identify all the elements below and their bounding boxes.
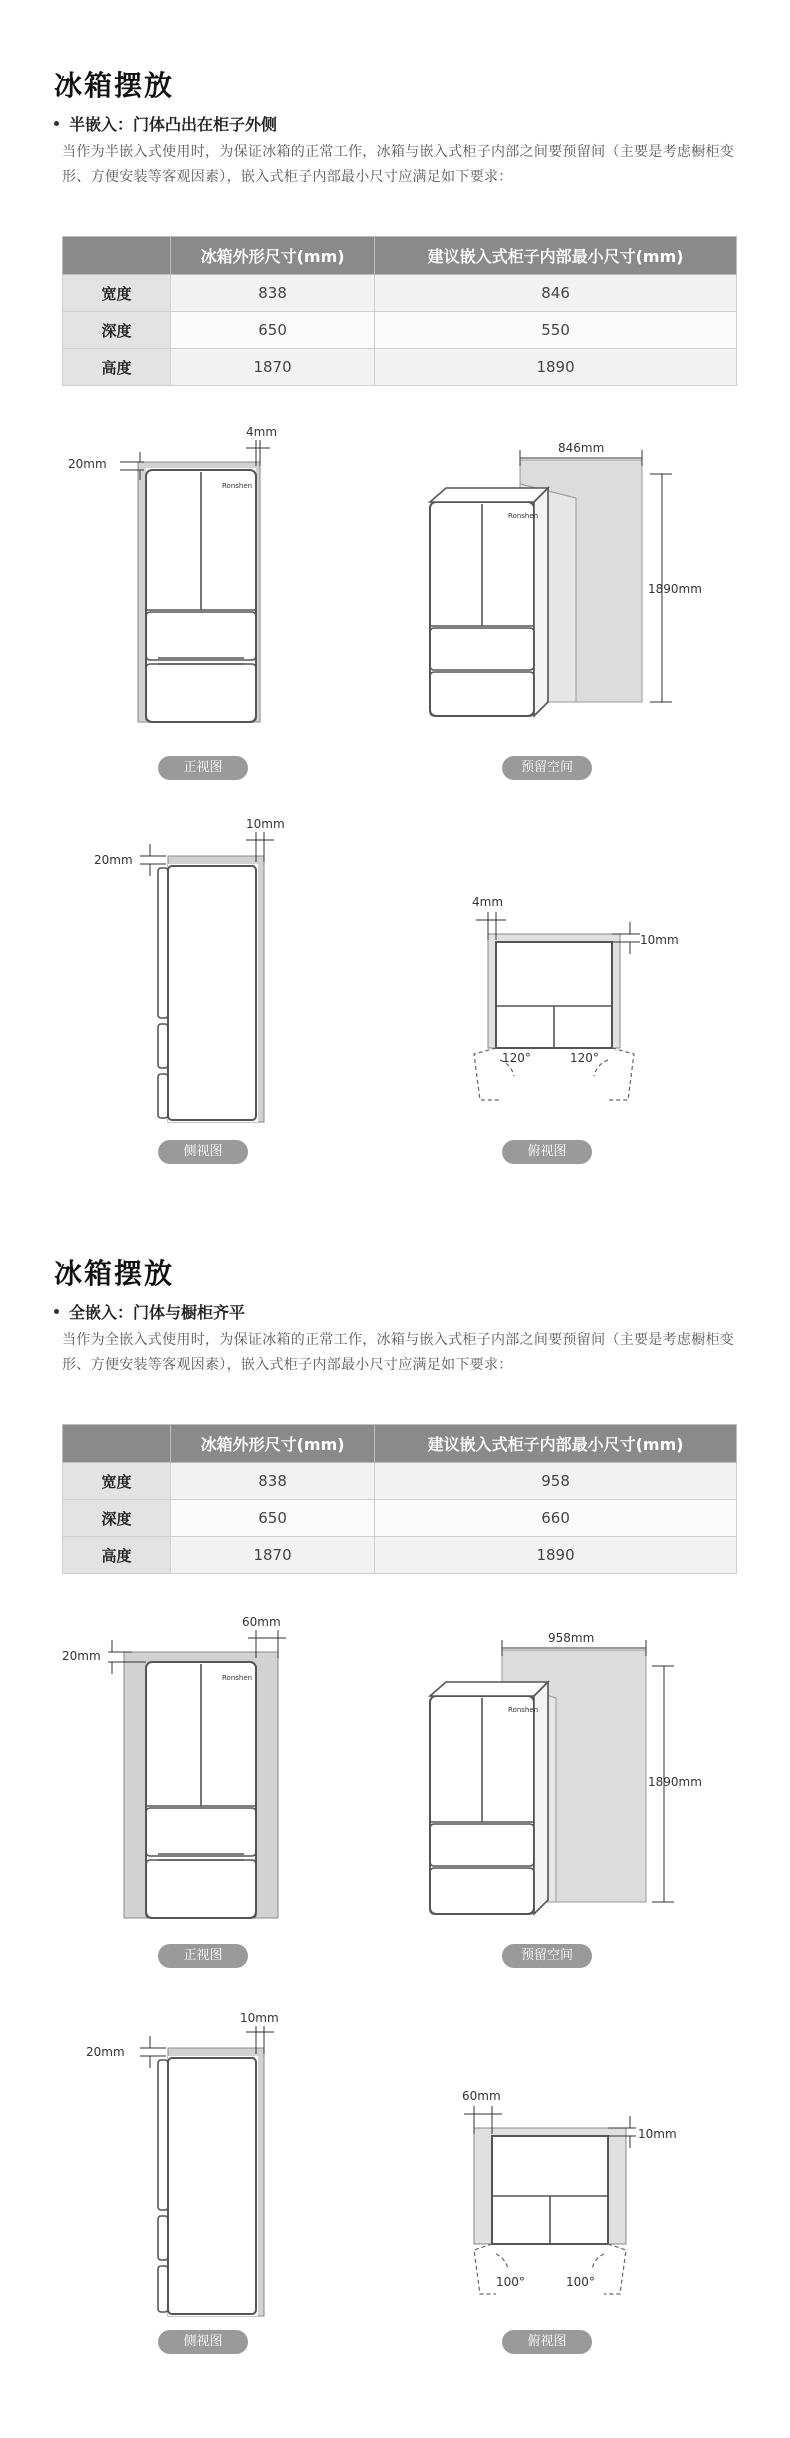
brand-logo: Ronshen (508, 512, 539, 520)
cabinet-value: 958 (375, 1463, 737, 1500)
cabinet-value: 1890 (375, 349, 737, 386)
row-label: 深度 (63, 312, 171, 349)
side-top-gap-label: 20mm (86, 2045, 125, 2059)
space-width-label: 958mm (548, 1631, 595, 1645)
section-1-subtitle-text: 半嵌入：门体凸出在柜子外侧 (69, 115, 278, 134)
section-2-subtitle-text: 全嵌入：门体与橱柜齐平 (69, 1303, 246, 1322)
section-1-description: 当作为半嵌入式使用时，为保证冰箱的正常工作，冰箱与嵌入式柜子内部之间要预留间（主要是考虑橱柜变形、方便安装等客观因素），嵌入式柜子内部最小尺寸应满足如下要求： (62, 144, 735, 185)
table-row (63, 275, 737, 312)
side-back-gap-label: 10mm (240, 2011, 279, 2025)
front-side-gap-label: 60mm (242, 1615, 281, 1629)
table-header-cabinet: 建议嵌入式柜子内部最小尺寸(mm) (375, 237, 737, 275)
cabinet-value: 550 (375, 312, 737, 349)
caption-top-view: 俯视图 (502, 1140, 592, 1164)
top-side-gap-label: 60mm (462, 2089, 501, 2103)
side-back-gap-label: 10mm (246, 817, 285, 831)
caption-reserved-space: 预留空间 (502, 1944, 592, 1968)
row-label: 深度 (63, 1500, 171, 1537)
caption-front-view: 正视图 (158, 756, 248, 780)
front-side-gap-label: 4mm (246, 425, 278, 439)
cabinet-value: 1890 (375, 1537, 737, 1574)
table-header-empty (63, 237, 171, 275)
section-2-diagrams (0, 1590, 790, 2370)
table-header-cabinet: 建议嵌入式柜子内部最小尺寸(mm) (375, 1425, 737, 1463)
cabinet-value: 660 (375, 1500, 737, 1537)
top-angle-right: 120° (570, 1051, 599, 1065)
section-2-subtitle (54, 1300, 245, 1323)
reserved-space-diagram (430, 441, 702, 716)
table-row (63, 1500, 737, 1537)
fridge-value: 838 (171, 1463, 375, 1500)
section-2-title: 冰箱摆放 (54, 1257, 175, 1290)
brand-logo: Ronshen (508, 1706, 539, 1714)
side-fridge-body (168, 2058, 256, 2314)
top-back-gap-label: 10mm (638, 2127, 677, 2141)
table-header-fridge: 冰箱外形尺寸(mm) (171, 237, 375, 275)
brand-logo: Ronshen (222, 482, 253, 490)
row-label: 宽度 (63, 275, 171, 312)
table-header-fridge: 冰箱外形尺寸(mm) (171, 1425, 375, 1463)
caption-side-view: 侧视图 (158, 2330, 248, 2354)
caption-reserved-space: 预留空间 (502, 756, 592, 780)
table-header-empty (63, 1425, 171, 1463)
table-row (63, 349, 737, 386)
section-1-subtitle (54, 112, 277, 135)
top-view-diagram (472, 895, 679, 1100)
space-height-label: 1890mm (648, 582, 702, 596)
section-2-description: 当作为全嵌入式使用时，为保证冰箱的正常工作，冰箱与嵌入式柜子内部之间要预留间（主要是考虑橱柜变形、方便安装等客观因素），嵌入式柜子内部最小尺寸应满足如下要求： (62, 1332, 735, 1373)
table-row (63, 1463, 737, 1500)
caption-side-view: 侧视图 (158, 1140, 248, 1164)
fridge-value: 1870 (171, 349, 375, 386)
top-side-gap-label: 4mm (472, 895, 504, 909)
side-fridge-body (168, 866, 256, 1120)
section-1-title: 冰箱摆放 (54, 69, 175, 102)
row-label: 高度 (63, 1537, 171, 1574)
fridge-value: 650 (171, 312, 375, 349)
top-angle-right: 100° (566, 2275, 595, 2289)
caption-top-view: 俯视图 (502, 2330, 592, 2354)
top-angle-left: 120° (502, 1051, 531, 1065)
section-1-spec-table (62, 236, 737, 386)
reserved-space-diagram (430, 1631, 702, 1914)
bullet-dot (54, 121, 59, 126)
front-view-diagram (68, 425, 277, 722)
front-view-diagram (62, 1615, 286, 1918)
bullet-dot (54, 1309, 59, 1314)
section-1-diagrams (0, 400, 790, 1170)
caption-front-view: 正视图 (158, 1944, 248, 1968)
top-angle-left: 100° (496, 2275, 525, 2289)
section-2-spec-table (62, 1424, 737, 1574)
table-row (63, 312, 737, 349)
brand-logo: Ronshen (222, 1674, 253, 1682)
table-header-row (63, 237, 737, 275)
front-top-gap-label: 20mm (62, 1649, 101, 1663)
side-top-gap-label: 20mm (94, 853, 133, 867)
row-label: 高度 (63, 349, 171, 386)
front-top-gap-label: 20mm (68, 457, 107, 471)
table-header-row (63, 1425, 737, 1463)
row-label: 宽度 (63, 1463, 171, 1500)
side-view-diagram (86, 2011, 279, 2316)
fridge-value: 1870 (171, 1537, 375, 1574)
fridge-value: 650 (171, 1500, 375, 1537)
cabinet-value: 846 (375, 275, 737, 312)
space-height-label: 1890mm (648, 1775, 702, 1789)
top-view-diagram (462, 2089, 677, 2294)
side-view-diagram (94, 817, 285, 1122)
fridge-value: 838 (171, 275, 375, 312)
space-width-label: 846mm (558, 441, 605, 455)
table-row (63, 1537, 737, 1574)
top-back-gap-label: 10mm (640, 933, 679, 947)
